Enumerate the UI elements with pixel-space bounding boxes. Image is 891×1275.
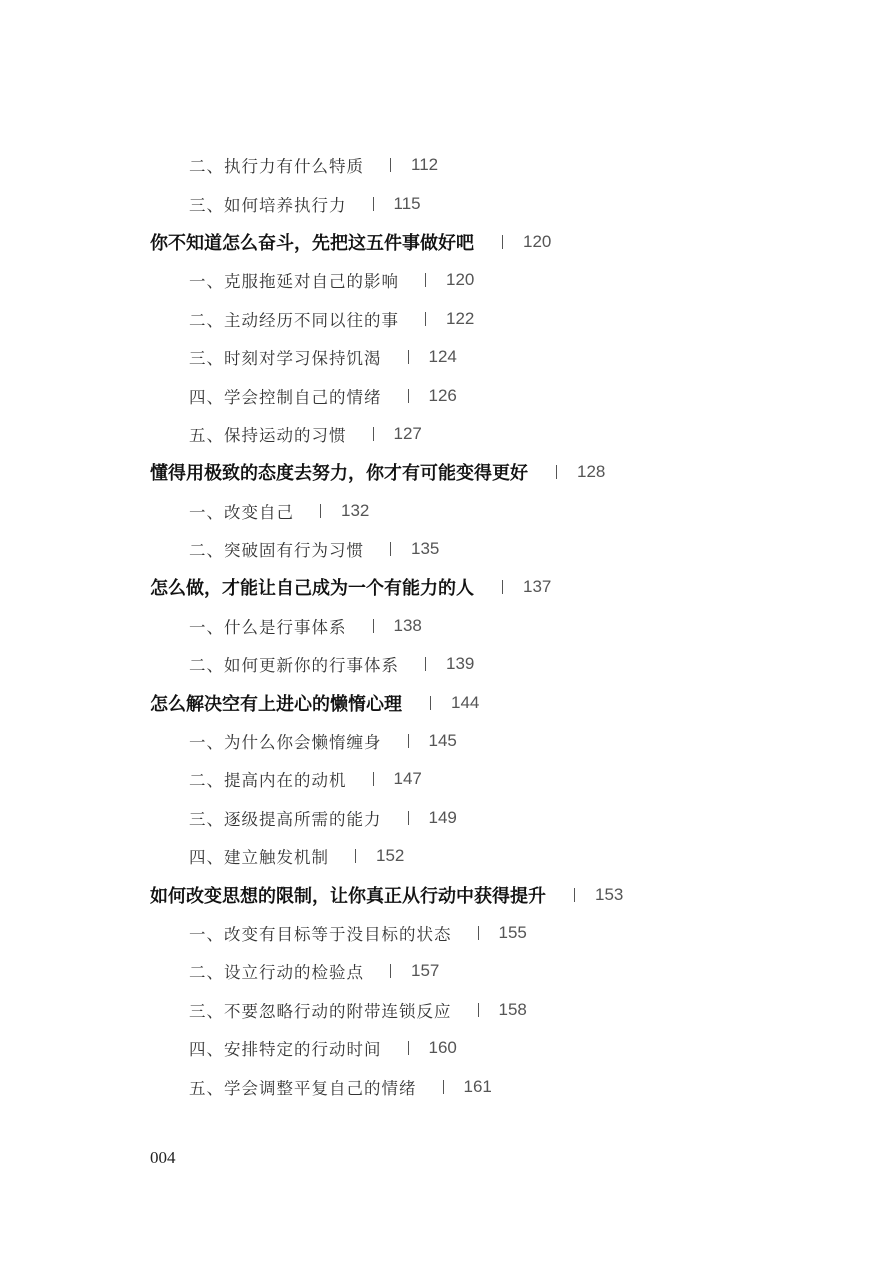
toc-entry-title: 一、改变自己 [189,502,294,522]
toc-entry-page-number: 122 [446,308,475,328]
toc-entry-page-number: 112 [411,155,439,175]
toc-separator [478,1003,479,1017]
toc-section-entry [0,1067,891,1105]
toc-entry-page-number: 147 [393,769,422,789]
toc-section-entry [0,607,891,645]
toc-entry-page-number: 149 [428,807,457,827]
toc-section-entry [0,914,891,952]
toc-separator [502,580,503,594]
toc-separator [373,619,374,633]
toc-section-entry [0,261,891,299]
toc-separator [390,964,391,978]
toc-entry-page-number: 138 [393,615,422,635]
toc-separator [355,849,356,863]
toc-entry-page-number: 126 [428,385,457,405]
toc-entry-title: 二、如何更新你的行事体系 [189,656,399,676]
toc-section-entry [0,645,891,683]
toc-entry-title: 三、如何培养执行力 [189,195,347,215]
toc-chapter-entry [0,875,891,913]
toc-separator [556,465,557,479]
toc-separator [390,542,391,556]
toc-separator [425,273,426,287]
toc-separator [408,811,409,825]
toc-separator [373,772,374,786]
toc-entry-page-number: 127 [393,423,422,443]
toc-chapter-entry [0,223,891,261]
toc-separator [390,158,391,172]
toc-separator [373,197,374,211]
toc-section-entry [0,837,891,875]
toc-entry-title: 二、主动经历不同以往的事 [189,310,399,330]
toc-entry-title: 二、突破固有行为习惯 [189,541,364,561]
toc-entry-page-number: 155 [498,923,527,942]
toc-separator [425,657,426,671]
toc-entry-title: 五、保持运动的习惯 [189,425,347,445]
toc-entry-page-number: 132 [341,500,370,520]
toc-chapter-entry [0,453,891,491]
toc-separator [408,389,409,403]
toc-entry-page-number: 120 [523,231,552,251]
toc-entry-title: 二、设立行动的检验点 [189,963,364,983]
toc-separator [373,427,374,441]
toc-entry-title: 怎么做，才能让自己成为一个有能力的人 [150,578,474,600]
toc-entry-title: 二、提高内在的动机 [189,771,347,791]
toc-separator [443,1080,444,1094]
toc-separator [408,350,409,364]
toc-entry-page-number: 128 [577,462,606,482]
toc-entry-page-number: 124 [428,347,457,367]
toc-separator [320,504,321,518]
toc-section-entry [0,991,891,1029]
toc-entry-page-number: 135 [411,539,440,559]
toc-entry-title: 懂得用极致的态度去努力，你才有可能变得更好 [150,463,528,485]
toc-entry-title: 一、克服拖延对自己的影响 [189,272,399,292]
toc-entry-page-number: 139 [446,654,475,674]
toc-separator [408,1041,409,1055]
toc-entry-title: 如何改变思想的限制，让你真正从行动中获得提升 [150,885,546,907]
toc-section-entry [0,146,891,184]
toc-entry-title: 四、安排特定的行动时间 [189,1040,382,1060]
toc-section-entry [0,722,891,760]
table-of-contents [0,146,891,1106]
toc-separator [502,235,503,249]
toc-chapter-entry [0,568,891,606]
toc-entry-page-number: 120 [446,270,475,290]
toc-section-entry [0,1029,891,1067]
toc-separator [574,888,575,902]
toc-entry-page-number: 145 [428,731,457,751]
toc-section-entry [0,376,891,414]
toc-entry-page-number: 144 [451,692,480,712]
toc-entry-page-number: 160 [428,1038,457,1058]
toc-entry-page-number: 152 [376,846,405,866]
toc-entry-title: 五、学会调整平复自己的情绪 [189,1078,417,1098]
toc-section-entry [0,492,891,530]
toc-entry-title: 怎么解决空有上进心的懒惰心理 [150,693,402,715]
toc-section-entry [0,760,891,798]
toc-separator [425,312,426,326]
toc-entry-title: 一、为什么你会懒惰缠身 [189,733,382,753]
toc-entry-title: 三、时刻对学习保持饥渴 [189,349,382,369]
toc-entry-title: 三、不要忽略行动的附带连锁反应 [189,1001,452,1021]
toc-section-entry [0,184,891,222]
toc-section-entry [0,300,891,338]
toc-entry-page-number: 158 [498,999,527,1019]
toc-entry-page-number: 161 [463,1076,492,1096]
toc-section-entry [0,952,891,990]
toc-entry-title: 二、执行力有什么特质 [189,157,364,177]
toc-entry-title: 三、逐级提高所需的能力 [189,809,382,829]
toc-section-entry [0,338,891,376]
toc-entry-title: 四、学会控制自己的情绪 [189,387,382,407]
toc-entry-title: 一、改变有目标等于没目标的状态 [189,925,452,944]
toc-entry-page-number: 137 [523,577,552,597]
toc-section-entry [0,799,891,837]
page-number: 004 [150,1148,176,1167]
toc-entry-page-number: 157 [411,961,440,981]
toc-entry-page-number: 115 [393,193,421,213]
toc-entry-title: 你不知道怎么奋斗，先把这五件事做好吧 [150,232,474,254]
toc-entry-page-number: 153 [595,884,624,904]
toc-section-entry [0,415,891,453]
toc-entry-title: 一、什么是行事体系 [189,617,347,637]
toc-separator [478,926,479,940]
toc-chapter-entry [0,683,891,721]
toc-separator [430,696,431,710]
toc-section-entry [0,530,891,568]
toc-separator [408,734,409,748]
toc-entry-title: 四、建立触发机制 [189,848,329,868]
